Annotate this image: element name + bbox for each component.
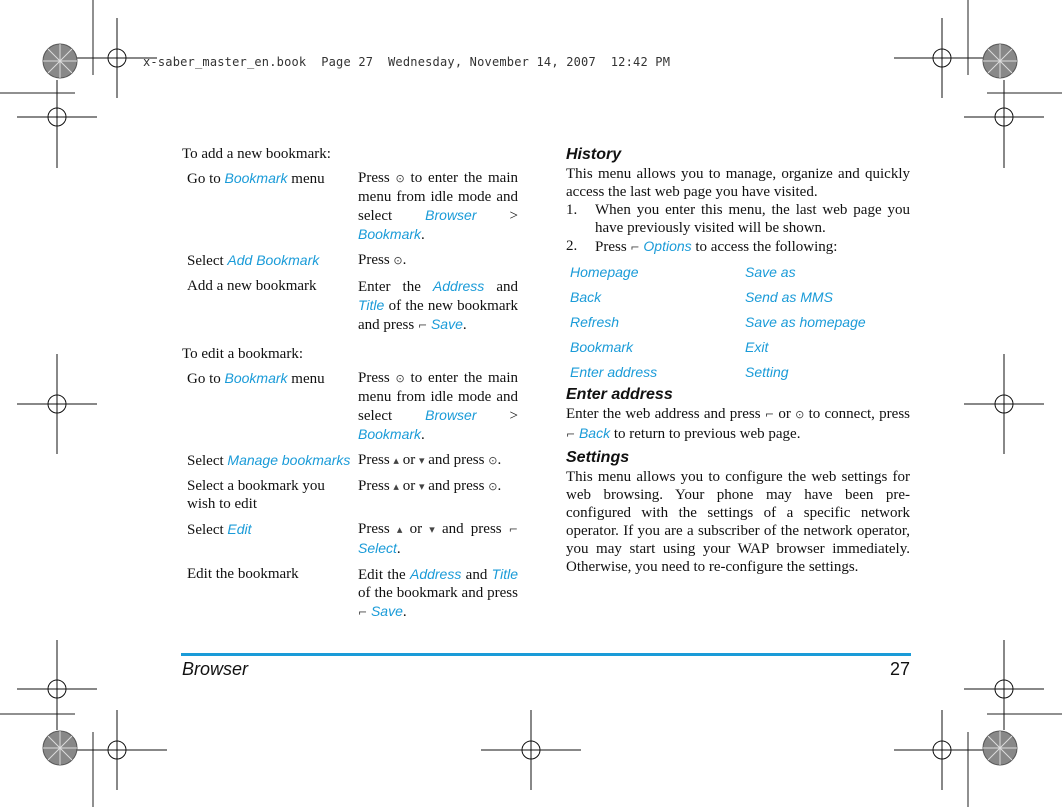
browser-sections <box>566 145 910 576</box>
option-back: Back <box>570 289 602 305</box>
table-row: Edit the bookmark Edit the Address and Title of the bookmark and press ⌐ Save. <box>187 566 518 620</box>
ok-key-icon: ⊙ <box>395 372 405 385</box>
enter-address-body: Enter the web address and press ⌐ or ⊙ to connect, press ⌐ Back to return to previous web page. <box>566 406 911 442</box>
page-number: 27 <box>889 659 910 679</box>
option-bookmark: Bookmark <box>570 339 634 355</box>
table-row: Go to Bookmark menu Press ⊙ to enter the main menu from idle mode and select Browser > Bookmark. <box>187 170 518 243</box>
settings-heading: Settings <box>566 449 630 466</box>
options-list <box>570 263 910 381</box>
down-key-icon: ▾ <box>418 454 425 467</box>
ok-key-icon: ⊙ <box>488 454 498 467</box>
history-heading: History <box>566 146 622 163</box>
list-item: 1. When you enter this menu, the last web page you have previously visited will be shown. <box>566 202 910 236</box>
option-setting: Setting <box>745 364 789 380</box>
down-key-icon: ▾ <box>418 480 425 493</box>
history-steps <box>566 201 910 257</box>
bookmark-instructions <box>182 145 524 629</box>
ok-key-icon: ⊙ <box>795 408 805 421</box>
ok-key-icon: ⊙ <box>393 254 403 267</box>
table-row: Select Manage bookmarks Press ▴ or ▾ and press ⊙. <box>187 452 502 469</box>
footer-rule <box>181 653 911 656</box>
add-bookmark-intro: To add a new bookmark: <box>182 146 331 162</box>
table-row: Add a new bookmark Enter the Address and Title of the new bookmark and press ⌐ Save. <box>187 278 518 333</box>
softkey-icon: ⌐ <box>630 241 640 254</box>
softkey-icon: ⌐ <box>764 408 775 421</box>
table-row: Select Edit Press ▴ or ▾ and press ⌐ Select. <box>187 521 519 557</box>
enter-address-heading: Enter address <box>566 386 673 403</box>
option-exit: Exit <box>745 339 769 355</box>
ok-key-icon: ⊙ <box>395 172 405 185</box>
down-key-icon: ▾ <box>429 523 435 536</box>
up-key-icon: ▴ <box>393 454 399 467</box>
table-row: Select a bookmark you wish to edit Press ▴ or ▾ and press ⊙. <box>187 478 502 512</box>
up-key-icon: ▴ <box>396 523 403 536</box>
ok-key-icon: ⊙ <box>488 480 498 493</box>
edit-bookmark-intro: To edit a bookmark: <box>182 346 304 362</box>
footer-section: Browser <box>182 659 249 679</box>
history-body: This menu allows you to manage, organize and quickly access the last web page you have visited. <box>566 166 910 200</box>
option-refresh: Refresh <box>570 314 620 330</box>
up-key-icon: ▴ <box>393 480 399 493</box>
book-header: x-saber_master_en.book Page 27 Wednesday, November 14, 2007 12:42 PM <box>143 55 671 69</box>
softkey-icon: ⌐ <box>418 319 428 332</box>
settings-body: This menu allows you to configure the web settings for web browsing. Your phone may have been pre-configured with the settings of a specific network operator. If you are a subscriber of the network operator, you may start using your WAP browser immediately. Otherwise, you need to re-configure the settings. <box>566 469 910 575</box>
softkey-icon: ⌐ <box>508 523 519 536</box>
option-send-as-mms: Send as MMS <box>745 289 833 305</box>
option-save-as-homepage: Save as homepage <box>745 314 866 330</box>
table-row: Select Add Bookmark Press ⊙. <box>187 252 407 269</box>
table-row: Go to Bookmark menu Press ⊙ to enter the main menu from idle mode and select Browser > Bookmark. <box>187 370 518 443</box>
list-item: 2. Press ⌐ Options to access the following: <box>566 238 838 255</box>
right-softkey-icon: ⌐ <box>566 428 576 441</box>
option-save-as: Save as <box>745 264 796 280</box>
option-homepage: Homepage <box>570 264 639 280</box>
option-enter-address: Enter address <box>570 364 658 380</box>
softkey-icon: ⌐ <box>358 606 368 619</box>
